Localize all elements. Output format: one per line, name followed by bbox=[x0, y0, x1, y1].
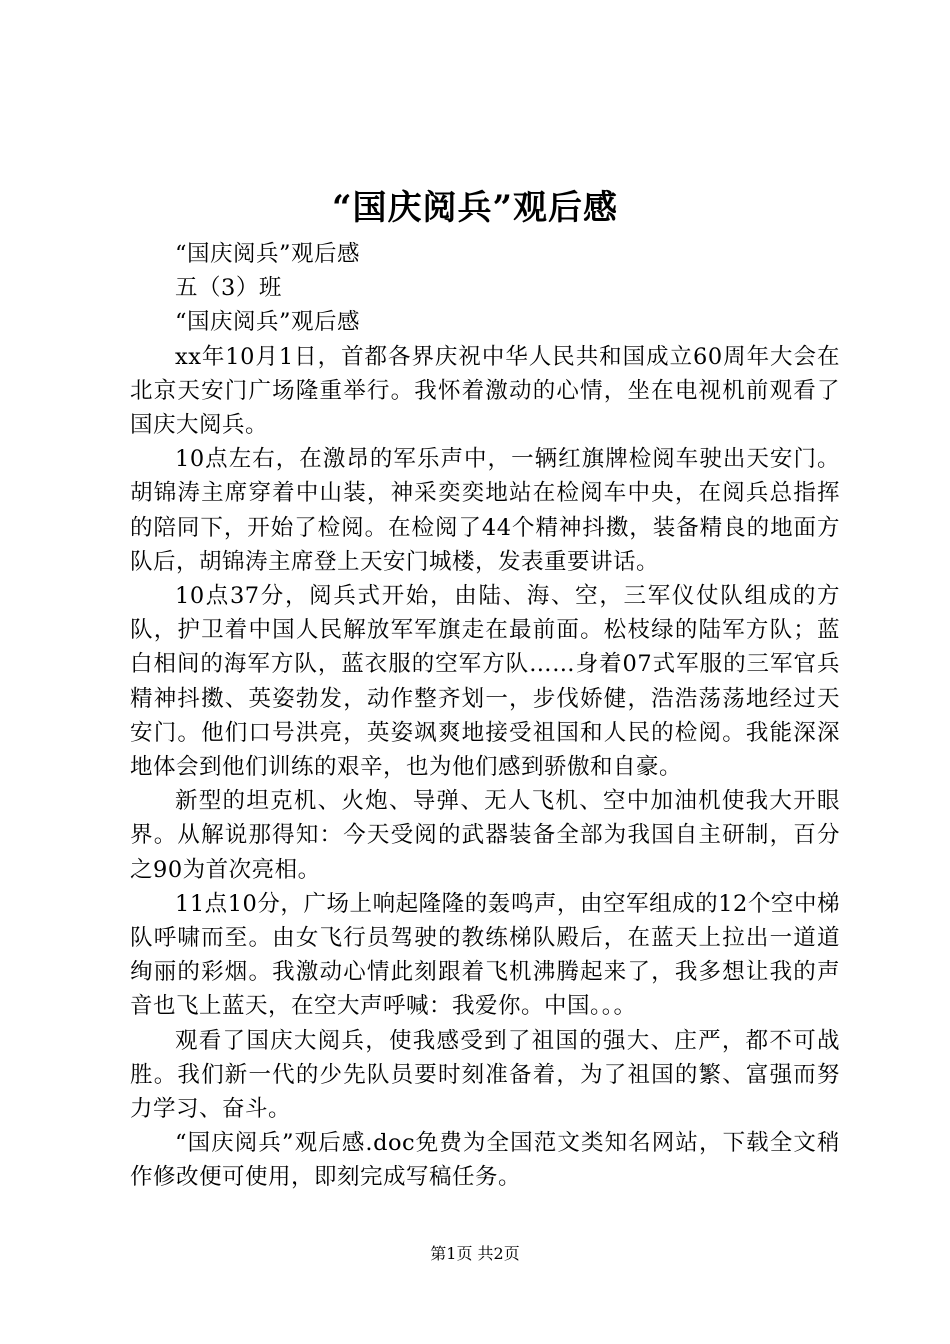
paragraph: 10点37分，阅兵式开始，由陆、海、空，三军仪仗队组成的方队，护卫着中国人民解放军军旗走在最前面。松枝绿的陆军方队；蓝白相间的海军方队，蓝衣服的空军方队……身着07式军服的三军官兵精神抖擞、英姿勃发，动作整齐划一，步伐娇健，浩浩荡荡地经过天安门。他们口号洪亮，英姿飒爽地接受祖国和人民的检阅。我能深深地体会到他们训练的艰辛，也为他们感到骄傲和自豪。 bbox=[130, 583, 840, 781]
document-title: “国庆阅兵”观后感 bbox=[331, 188, 619, 228]
paragraph: “国庆阅兵”观后感 bbox=[175, 309, 361, 336]
paragraph: 观看了国庆大阅兵，使我感受到了祖国的强大、庄严，都不可战胜。我们新一代的少先队员要时刻准备着，为了祖国的繁、富强而努力学习、奋斗。 bbox=[130, 1027, 840, 1123]
paragraph: xx年10月1日，首都各界庆祝中华人民共和国成立60周年大会在北京天安门广场隆重举行。我怀着激动的心情，坐在电视机前观看了国庆大阅兵。 bbox=[130, 343, 840, 439]
paragraph: 11点10分，广场上响起隆隆的轰鸣声，由空军组成的12个空中梯队呼啸而至。由女飞行员驾驶的教练梯队殿后，在蓝天上拉出一道道绚丽的彩烟。我激动心情此刻跟着飞机沸腾起来了，我多想让我的声音也飞上蓝天，在空大声呼喊：我爱你。中国。。。 bbox=[130, 890, 840, 1020]
paragraph: 新型的坦克机、火炮、导弹、无人飞机、空中加油机使我大开眼界。从解说那得知：今天受阅的武器装备全部为我国自主研制，百分之90为首次亮相。 bbox=[130, 788, 840, 883]
paragraph: 10点左右，在激昂的军乐声中，一辆红旗牌检阅车驶出天安门。胡锦涛主席穿着中山装，神采奕奕地站在检阅车中央，在阅兵总指挥的陪同下，开始了检阅。在检阅了44个精神抖擞，装备精良的地面方队后，胡锦涛主席登上天安门城楼，发表重要讲话。 bbox=[130, 446, 840, 575]
document-body bbox=[130, 237, 840, 1195]
page-number-footer: 第1页 共2页 bbox=[430, 1244, 520, 1263]
paragraph: “国庆阅兵”观后感 bbox=[175, 241, 361, 267]
paragraph: 五（3）班 bbox=[175, 275, 282, 302]
paragraph: “国庆阅兵”观后感.doc免费为全国范文类知名网站，下载全文稍作修改便可使用，即刻完成写稿任务。 bbox=[130, 1130, 840, 1191]
